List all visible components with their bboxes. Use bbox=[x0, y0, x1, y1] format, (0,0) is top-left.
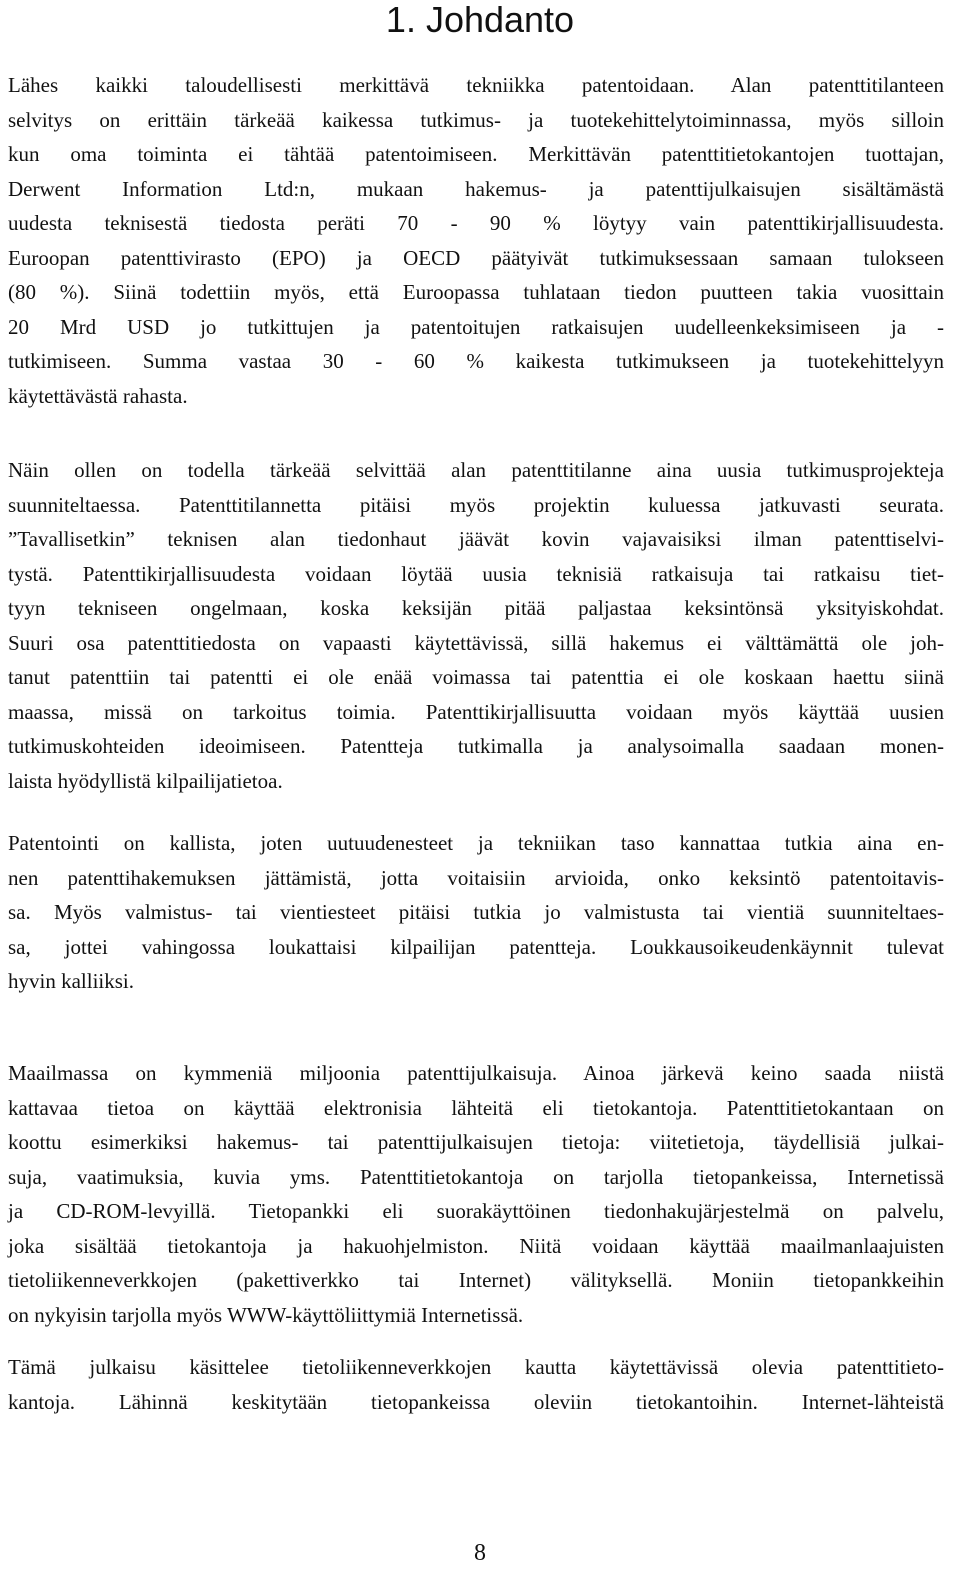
text-line: tystä. Patenttikirjallisuudesta voidaan löytää uusia teknisiä ratkaisuja tai ratkaisu tiet- bbox=[8, 561, 944, 586]
text-line: 20 Mrd USD jo tutkittujen ja patentoitujen ratkaisujen uudelleenkeksimiseen ja - bbox=[8, 314, 944, 339]
paragraph-intro bbox=[8, 68, 944, 413]
text-line: selvitys on erittäin tärkeää kaikessa tutkimus- ja tuotekehittelytoiminnassa, myös silloin bbox=[8, 107, 944, 132]
text-line: joka sisältää tietokantoja ja hakuohjelmiston. Niitä voidaan käyttää maailmanlaajuisten bbox=[8, 1233, 944, 1258]
text-line: tanut patenttiin tai patentti ei ole enää voimassa tai patenttia ei ole koskaan haettu siinä bbox=[8, 665, 944, 689]
text-line: Suuri osa patenttitiedosta on vapaasti käytettävissä, sillä hakemus ei välttämättä ole joh- bbox=[8, 630, 944, 655]
text-line: Patentointi on kallista, joten uutuudenesteet ja tekniikan taso kannattaa tutkia aina en- bbox=[8, 831, 944, 855]
text-line: sa. Myös valmistus- tai vientiesteet pitäisi tutkia jo valmistusta tai vientiä suunniteltaes- bbox=[8, 900, 944, 924]
text-line: ”Tavallisetkin” teknisen alan tiedonhaut jäävät kovin vajavaisiksi ilman patenttiselvi- bbox=[8, 527, 944, 551]
paragraph-scope bbox=[8, 1350, 944, 1419]
text-line: Tämä julkaisu käsittelee tietoliikenneverkkojen kautta käytettävissä olevia patenttitieto- bbox=[8, 1355, 944, 1379]
text-line: tietoliikenneverkkojen (pakettiverkko tai Internet) välityksellä. Moniin tietopankkeihin bbox=[8, 1268, 944, 1292]
text-line: Euroopan patenttivirasto (EPO) ja OECD päätyivät tutkimuksessaan samaan tulokseen bbox=[8, 245, 944, 270]
text-line: sa, jottei vahingossa loukattaisi kilpailijan patentteja. Loukkausoikeudenkäynnit tulevat bbox=[8, 934, 944, 959]
text-line: laista hyödyllistä kilpailijatietoa. bbox=[8, 768, 283, 793]
text-line: uudesta teknisestä tiedosta peräti 70 - 90 % löytyy vain patenttikirjallisuudesta. bbox=[8, 211, 944, 235]
page-number: 8 bbox=[474, 1540, 486, 1566]
text-line: tyyn tekniseen ongelmaan, koska keksijän pitää paljastaa keksintönsä yksityiskohdat. bbox=[8, 596, 944, 620]
text-line: kantoja. Lähinnä keskitytään tietopankeissa oleviin tietokantoihin. Internet-lähteistä bbox=[8, 1389, 944, 1414]
text-line: suunniteltaessa. Patenttitilannetta pitäisi myös projektin kuluessa jatkuvasti seurata. bbox=[8, 492, 944, 517]
paragraph-importance bbox=[8, 453, 944, 798]
text-line: ja CD-ROM-levyillä. Tietopankki eli suorakäyttöinen tiedonhakujärjestelmä on palvelu, bbox=[8, 1199, 944, 1223]
paragraph-databases bbox=[8, 1056, 944, 1332]
text-line: maassa, missä on tarkoitus toimia. Patenttikirjallisuutta voidaan myös käyttää uusien bbox=[8, 699, 944, 724]
text-line: Derwent Information Ltd:n, mukaan hakemus- ja patenttijulkaisujen sisältämästä bbox=[8, 176, 944, 201]
text-line: käytettävästä rahasta. bbox=[8, 383, 188, 408]
text-line: koottu esimerkiksi hakemus- tai patenttijulkaisujen tietoja: viitetietoja, täydellisiä julkai- bbox=[8, 1130, 944, 1154]
text-line: kun oma toiminta ei tähtää patentoimiseen. Merkittävän patenttitietokantojen tuottajan, bbox=[8, 142, 944, 166]
chapter-heading: 1. Johdanto bbox=[385, 0, 575, 40]
text-line: (80 %). Siinä todettiin myös, että Euroopassa tuhlataan tiedon puutteen takia vuosittain bbox=[8, 280, 944, 304]
text-line: kattavaa tietoa on käyttää elektronisia lähteitä eli tietokantoja. Patenttitietokantaan on bbox=[8, 1095, 944, 1120]
text-line: suja, vaatimuksia, kuvia yms. Patenttitietokantoja on tarjolla tietopankeissa, Internetissä bbox=[8, 1164, 944, 1189]
text-line: Maailmassa on kymmeniä miljoonia patenttijulkaisuja. Ainoa järkevä keino saada niistä bbox=[8, 1061, 944, 1085]
text-line: nen patenttihakemuksen jättämistä, jotta voitaisiin arvioida, onko keksintö patentoitavis- bbox=[8, 865, 944, 890]
paragraph-patenting-cost bbox=[8, 826, 944, 999]
text-line: tutkimiseen. Summa vastaa 30 - 60 % kaikesta tutkimukseen ja tuotekehittelyyn bbox=[8, 349, 944, 373]
text-line: hyvin kalliiksi. bbox=[8, 969, 134, 993]
text-line: Näin ollen on todella tärkeää selvittää alan patenttitilanne aina uusia tutkimusprojekteja bbox=[8, 458, 944, 482]
text-line: tutkimuskohteiden ideoimiseen. Patentteja tutkimalla ja analysoimalla saadaan monen- bbox=[8, 734, 944, 758]
text-line: on nykyisin tarjolla myös WWW-käyttöliittymiä Internetissä. bbox=[8, 1302, 524, 1327]
text-line: Lähes kaikki taloudellisesti merkittävä tekniikka patentoidaan. Alan patenttitilanteen bbox=[8, 73, 944, 97]
